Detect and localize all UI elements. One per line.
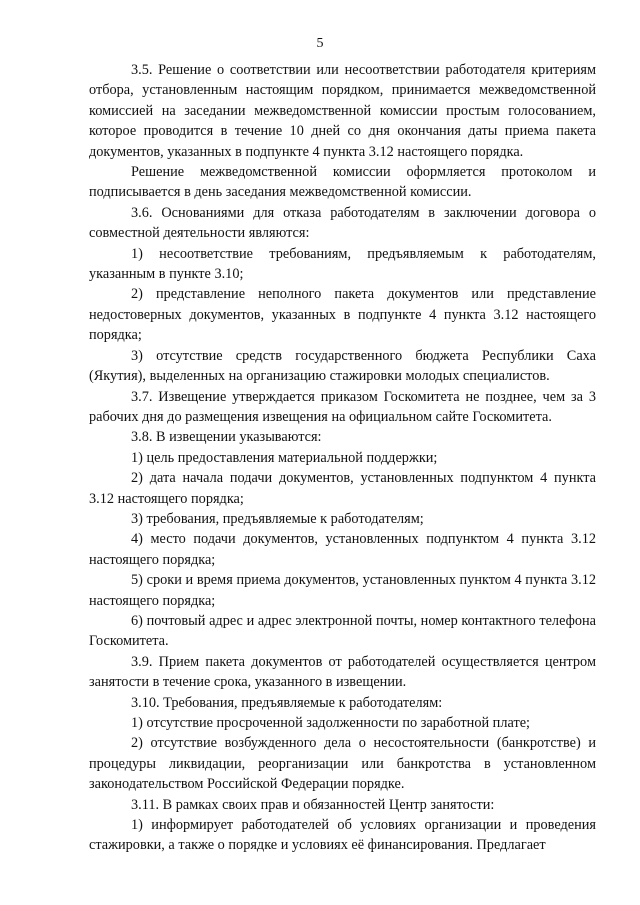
list-item-3-8-6: 6) почтовый адрес и адрес электронной почты, номер контактного телефона Госкомитета.	[89, 612, 596, 650]
list-item-3-10-2: 2) отсутствие возбужденного дела о несостоятельности (банкротстве) и процедуры ликвидации, реорганизации или банкротства в установленном законодательством Российской Федерации порядке.	[89, 735, 596, 793]
list-item-3-10-1: 1) отсутствие просроченной задолженности по заработной плате;	[131, 715, 531, 731]
paragraph-3-5: 3.5. Решение о соответствии или несоответствии работодателя критериям отбора, установленным настоящим порядком, принимается межведомственной комиссией на заседании межведомственной комиссии простым голосованием, которое проводится в течение 10 дней со дня окончания даты приема пакета документов, указанных в подпункте 4 пункта 3.12 настоящего порядка.	[89, 62, 596, 160]
document-body	[89, 60, 596, 856]
paragraph-3-6: 3.6. Основаниями для отказа работодателям в заключении договора о совместной деятельности являются:	[89, 204, 596, 242]
paragraph-3-5-protocol: Решение межведомственной комиссии оформляется протоколом и подписывается в день заседания межведомственной комиссии.	[89, 164, 596, 201]
list-item-3-8-3: 3) требования, предъявляемые к работодателям;	[131, 510, 424, 527]
paragraph-3-11: 3.11. В рамках своих прав и обязанностей Центр занятости:	[131, 796, 495, 813]
list-item-3-6-2: 2) представление неполного пакета документов или представление недостоверных документов, указанных в подпункте 4 пункта 3.12 настоящего порядка;	[89, 286, 596, 344]
list-item-3-6-3: 3) отсутствие средств государственного бюджета Республики Саха (Якутия), выделенных на организацию стажировки молодых специалистов.	[89, 347, 596, 385]
list-item-3-8-1: 1) цель предоставления материальной поддержки;	[131, 449, 438, 466]
paragraph-3-7: 3.7. Извещение утверждается приказом Госкомитета не позднее, чем за 3 рабочих дня до размещения извещения на официальном сайте Госкомитета.	[89, 388, 596, 425]
page-number: 5	[316, 36, 324, 51]
list-item-3-8-5: 5) сроки и время приема документов, установленных пунктом 4 пункта 3.12 настоящего порядка;	[89, 572, 596, 609]
paragraph-3-8: 3.8. В извещении указываются:	[131, 429, 322, 446]
list-item-3-8-4: 4) место подачи документов, установленных подпунктом 4 пункта 3.12 настоящего порядка;	[89, 531, 596, 568]
list-item-3-8-2: 2) дата начала подачи документов, установленных подпунктом 4 пункта 3.12 настоящего порядка;	[89, 470, 596, 507]
paragraph-3-9: 3.9. Прием пакета документов от работодателей осуществляется центром занятости в течение срока, указанного в извещении.	[89, 653, 596, 691]
paragraph-3-10: 3.10. Требования, предъявляемые к работодателям:	[131, 694, 443, 711]
list-item-3-11-1: 1) информирует работодателей об условиях организации и проведения стажировки, а также о порядке и условиях её финансирования. Предлагает	[89, 817, 596, 854]
list-item-3-6-1: 1) несоответствие требованиям, предъявляемым к работодателям, указанным в пункте 3.10;	[89, 245, 596, 283]
